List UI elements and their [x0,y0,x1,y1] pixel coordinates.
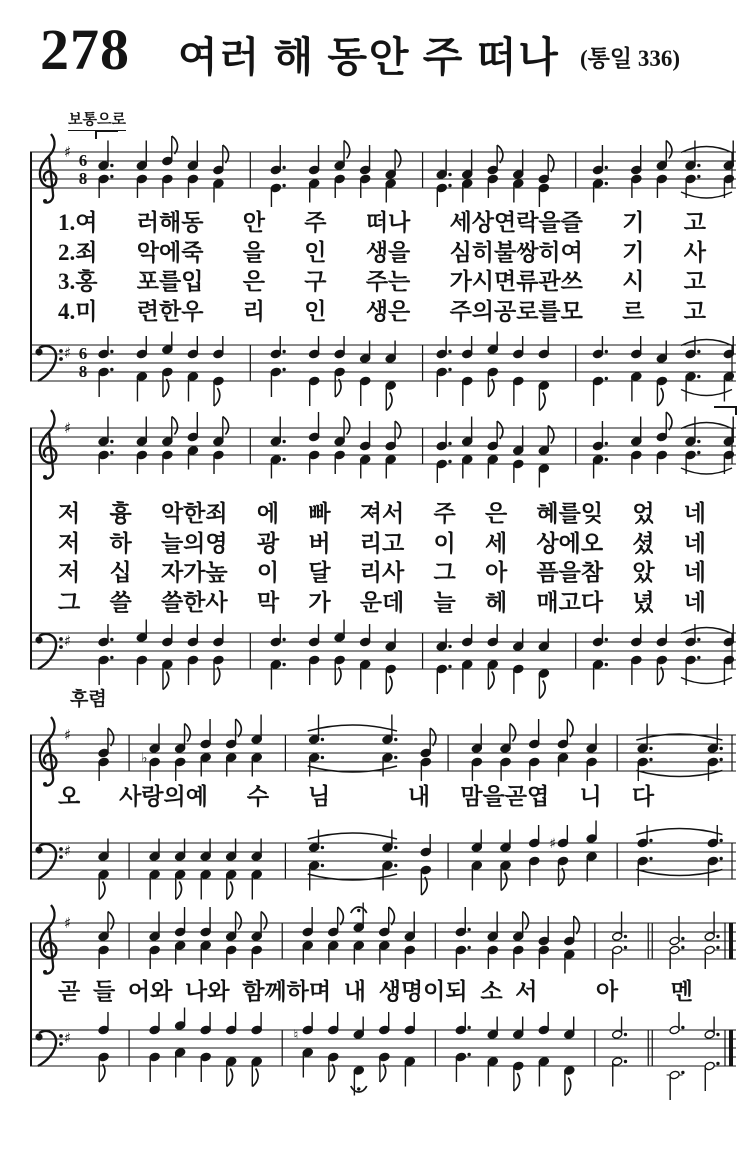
lyric-syllable: 악한죄 [160,501,228,526]
lyric-syllable: 련한우 [136,298,204,324]
svg-text:♯: ♯ [549,836,557,852]
lyric-syllable: 네 [683,530,706,556]
lyrics-line [58,558,706,588]
lyric-syllable: 1.여 [58,210,98,235]
lyric-syllable: 네 [683,560,706,585]
lyric-syllable: 녔 [632,589,655,615]
lyric-syllable: 주는 [365,269,411,294]
lyric-syllable: 었 [632,501,655,526]
svg-text:♯: ♯ [64,632,72,650]
lyric-syllable: 4.미 [58,298,98,324]
lyric-syllable: 이 [433,530,456,556]
lyric-syllable: 내 [343,979,366,1004]
lyric-syllable: 상에오 [536,530,604,556]
svg-text:♯: ♯ [64,419,72,437]
lyric-syllable: 혜를잊 [536,501,604,526]
svg-text:♮: ♮ [293,1027,299,1044]
lyric-syllable: 고 [683,210,706,235]
lyric-syllable: 사 [683,239,706,265]
svg-text:♯: ♯ [64,1029,72,1047]
lyric-syllable: 3.홍 [58,269,98,294]
lyric-syllable: 셨 [632,530,655,556]
lyric-syllable: 멘 [670,979,694,1004]
lyric-syllable: 맘을곧엽 [460,784,550,809]
lyric-syllable: 에 [256,501,280,526]
lyrics-line [58,208,706,238]
lyric-syllable: 자가높 [160,560,228,585]
lyric-syllable: 늘 [433,589,456,615]
lyric-syllable: 쓸한사 [160,589,228,615]
lyric-syllable: 십 [109,560,132,585]
lyric-syllable: 생명이되 [378,979,468,1004]
lyric-syllable: 나와 [185,979,230,1004]
refrain-barline-left [30,735,32,879]
system2-treble-staff [30,398,742,502]
lyric-syllable: 리 [242,298,265,324]
svg-text:8: 8 [78,362,88,381]
lyric-syllable: 매고다 [536,589,604,615]
lyric-syllable: 생을 [365,239,411,265]
lyric-syllable: 리사 [359,560,405,585]
lyric-syllable: 기 [622,210,645,235]
svg-text:6: 6 [78,151,88,170]
lyric-syllable: 달 [308,560,331,585]
lyric-syllable: 들 [92,979,116,1004]
lyric-syllable: 세상연락을즐 [449,210,583,235]
svg-text:♯: ♯ [64,344,72,362]
lyrics-line [58,529,706,559]
lyric-syllable: 함께하며 [242,979,332,1004]
lyric-syllable: 구 [304,269,327,294]
lyric-syllable: 떠나 [365,210,411,235]
lyrics-line [58,238,706,268]
lyric-syllable: 아 [484,560,508,585]
system2-verse-lyrics [58,499,706,617]
lyric-syllable: 님 [307,784,331,809]
lyric-syllable: 안 [242,210,265,235]
lyric-syllable: 생은 [365,298,411,324]
lyric-syllable: 빠 [308,501,331,526]
tempo-marking: 보통으로 [68,108,126,131]
system4-barline-left [30,923,32,1066]
lyric-syllable: 사랑의예 [119,784,208,809]
lyric-syllable: 주 [433,501,456,526]
lyric-syllable: 늘의영 [160,530,228,556]
lyric-syllable: 르 [622,298,645,324]
lyric-syllable: 픔을참 [536,560,604,585]
refrain-lyrics [58,782,706,812]
lyric-syllable: 서 [515,979,538,1004]
lyric-syllable: 주 [304,210,327,235]
lyric-syllable: 인 [304,298,327,324]
lyric-syllable: 가시면류관쓰 [449,269,583,294]
svg-text:♯: ♯ [64,842,72,860]
lyric-syllable: 다 [631,784,655,809]
lyric-syllable: 소 [480,979,503,1004]
system2-barline-left [30,428,32,669]
refrain-label: 후렴 [70,689,107,710]
system1-barline-left [30,152,32,381]
lyric-syllable: 악에죽 [136,239,204,265]
lyrics-line [58,782,706,812]
lyric-syllable: 심히불쌍히여 [449,239,583,265]
lyric-syllable: 수 [246,784,270,809]
lyric-syllable: 그 [58,589,81,615]
system1-verse-lyrics [58,208,706,326]
lyric-syllable: 리고 [359,530,405,556]
lyric-syllable: 운데 [359,589,405,615]
lyric-syllable: 헤 [484,589,508,615]
lyric-syllable: 네 [683,589,706,615]
svg-text:♯: ♯ [64,726,72,744]
lyric-syllable: 기 [622,239,645,265]
lyric-syllable: 고 [683,298,706,324]
lyric-syllable: 2.죄 [58,239,98,265]
lyric-syllable: 러해동 [136,210,204,235]
lyric-syllable: 인 [304,239,327,265]
svg-text:8: 8 [78,169,88,188]
lyric-syllable: 이 [256,560,280,585]
lyric-syllable: 니 [579,784,602,809]
lyric-syllable: 막 [256,589,280,615]
lyric-syllable: 곧 [58,979,81,1004]
svg-text:♯: ♯ [64,143,72,161]
svg-text:♭: ♭ [140,750,148,767]
lyric-syllable: 을 [242,239,265,265]
lyrics-line [58,267,706,297]
hymn-number: 278 [40,17,130,82]
lyric-syllable: 버 [308,530,331,556]
svg-text:6: 6 [78,344,88,363]
lyric-syllable: 내 [407,784,431,809]
lyric-syllable: 았 [632,560,655,585]
system2-bass-staff [30,603,742,707]
lyric-syllable: 고 [683,269,706,294]
lyric-syllable: 시 [622,269,645,294]
lyric-syllable: 은 [242,269,265,294]
lyric-syllable: 주의공로를모 [449,298,583,324]
lyric-syllable: 어와 [127,979,173,1004]
lyric-syllable: 포를입 [136,269,204,294]
lyric-syllable: 하 [109,530,132,556]
lyric-syllable: 저 [58,501,81,526]
lyric-syllable: 가 [308,589,331,615]
lyrics-line [58,499,706,529]
lyric-syllable: 쓸 [109,589,132,615]
svg-text:♯: ♯ [64,914,72,932]
lyric-syllable: 저 [58,560,81,585]
lyric-syllable: 세 [484,530,508,556]
lyric-syllable: 져서 [359,501,405,526]
lyric-syllable: 광 [256,530,280,556]
system4-bass-staff [30,1000,742,1104]
lyric-syllable: 아 [595,979,619,1004]
lyric-syllable: 흉 [109,501,132,526]
lyric-syllable: 그 [433,560,456,585]
lyric-syllable: 네 [683,501,706,526]
lyric-syllable: 저 [58,530,81,556]
hymnal-reference: (통일 336) [580,46,681,71]
lyric-syllable: 은 [484,501,508,526]
lyric-syllable: 오 [58,784,81,809]
hymn-title: 여러 해 동안 주 떠나 [178,34,560,80]
